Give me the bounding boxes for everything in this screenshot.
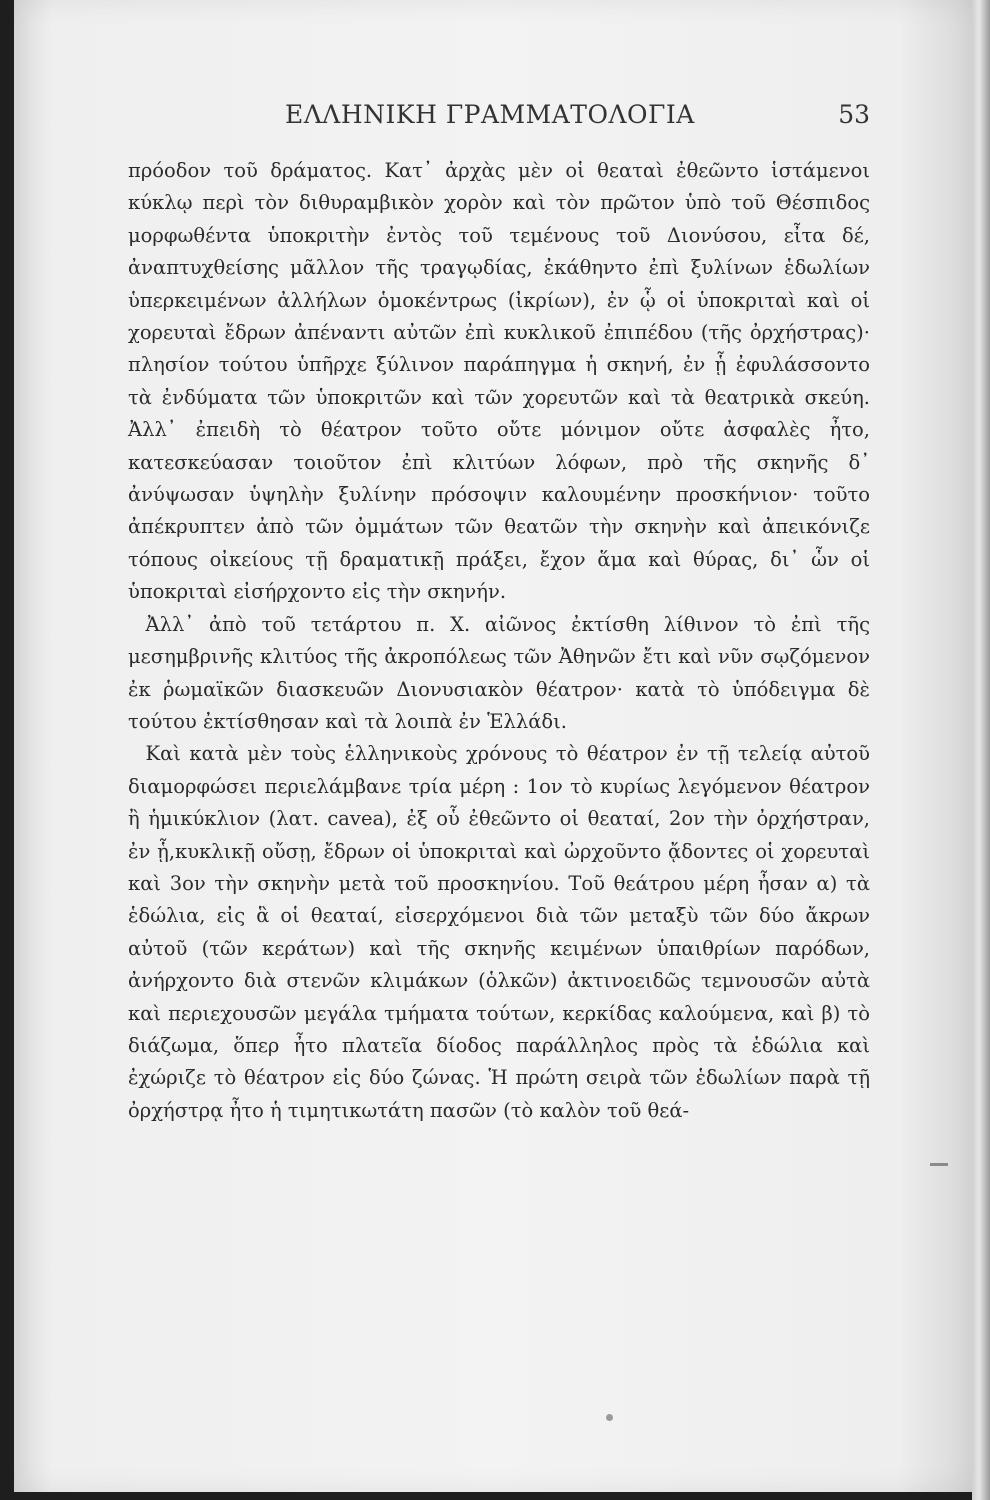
page-number: 53 (838, 100, 870, 129)
body-text (128, 155, 870, 1127)
paragraph-1: πρόοδον τοῦ δράματος. Κατ᾽ ἀρχὰς μὲν οἱ θεαταὶ ἐθεῶντο ἱστάμενοι κύκλῳ περὶ τὸν διθυραμβικὸν χορὸν καὶ τὸν πρῶτον ὑπὸ τοῦ Θέσπιδος μορφωθέντα ὑποκριτὴν ἐντὸς τοῦ τεμένους τοῦ Διονύσου, εἶτα δέ, ἀναπτυχθείσης μᾶλλον τῆς τραγῳδίας, ἐκάθηντο ἐπὶ ξυλίνων ἑδωλίων ὑπερκειμένων ἀλλήλων ὁμοκέντρως (ἰκρίων), ἐν ᾧ οἱ ὑποκριταὶ καὶ οἱ χορευταὶ ἔδρων ἀπέναντι αὐτῶν ἐπὶ κυκλικοῦ ἐπιπέδου (τῆς ὀρχήστρας)· πλησίον τούτου ὑπῆρχε ξύλινον παράπηγμα ἡ σκηνή, ἐν ᾗ ἐφυλάσσοντο τὰ ἐνδύματα τῶν ὑποκριτῶν καὶ τῶν χορευτῶν καὶ τὰ θεατρικὰ σκεύη. Ἀλλ᾽ ἐπειδὴ τὸ θέατρον τοῦτο οὔτε μόνιμον οὔτε ἀσφαλὲς ἦτο, κατεσκεύασαν τοιοῦτον ἐπὶ κλιτύων λόφων, πρὸ τῆς σκηνῆς δ᾽ ἀνύψωσαν ὑψηλὴν ξυλίνην πρόσοψιν καλουμένην προσκήνιον· τοῦτο ἀπέκρυπτεν ἀπὸ τῶν ὀμμάτων τῶν θεατῶν τὴν σκηνὴν καὶ ἀπεικόνιζε τόπους οἰκείους τῇ δραματικῇ πράξει, ἔχον ἅμα καὶ θύρας, δι᾽ ὧν οἱ ὑποκριταὶ εἰσήρχοντο εἰς τὴν σκηνήν. (128, 159, 870, 604)
paragraph-3: Καὶ κατὰ μὲν τοὺς ἑλληνικοὺς χρόνους τὸ θέατρον ἐν τῇ τελείᾳ αὐτοῦ διαμορφώσει περιελάμβανε τρία μέρη : 1ον τὸ κυρίως λεγόμενον θέατρον ἢ ἡμικύκλιον (λατ. cavea), ἐξ οὗ ἐθεῶντο οἱ θεαταί, 2ον τὴν ὀρχήστραν, ἐν ᾗ,κυκλικῇ οὔσῃ, ἔδρων οἱ ὑποκριταὶ καὶ ὠρχοῦντο ᾄδοντες οἱ χορευταὶ καὶ 3ον τὴν σκηνὴν μετὰ τοῦ προσκηνίου. Τοῦ θεάτρου μέρη ἦσαν α) τὰ ἑδώλια, εἰς ἃ οἱ θεαταί, εἰσερχόμενοι διὰ τῶν μεταξὺ τῶν δύο ἄκρων αὐτοῦ (τῶν κεράτων) καὶ τῆς σκηνῆς κειμένων ὑπαιθρίων παρόδων, ἀνήρχοντο διὰ στενῶν κλιμάκων (ὁλκῶν) ἀκτινοειδῶς τεμνουσῶν αὐτὰ καὶ περιεχουσῶν μεγάλα τμήματα τούτων, κερκίδας καλούμενα, καὶ β) τὸ διάζωμα, ὅπερ ἦτο πλατεῖα δίοδος παράλληλος πρὸς τὰ ἑδώλια καὶ ἐχώριζε τὸ θέατρον εἰς δύο ζώνας. Ἡ πρώτη σειρὰ τῶν ἑδωλίων παρὰ τῇ ὀρχήστρᾳ ἦτο ἡ τιμητικωτάτη πασῶν (τὸ καλὸν τοῦ θεά- (128, 742, 870, 1122)
ink-dot (606, 1414, 613, 1421)
paragraph-2: Ἀλλ᾽ ἀπὸ τοῦ τετάρτου π. Χ. αἰῶνος ἐκτίσθη λίθινον τὸ ἐπὶ τῆς μεσημβρινῆς κλιτύος τῆς ἀκροπόλεως τῶν Ἀθηνῶν ἔτι καὶ νῦν σῳζόμενον ἐκ ῥωμαϊκῶν διασκευῶν Διονυσιακὸν θέατρον· κατὰ τὸ ὑπόδειγμα δὲ τούτου ἐκτίσθησαν καὶ τὰ λοιπὰ ἐν Ἑλλάδι. (128, 612, 870, 733)
margin-mark (930, 1163, 948, 1166)
page-header (110, 90, 870, 134)
page-edge (972, 0, 990, 1500)
running-title: ΕΛΛΗΝΙΚΗ ΓΡΑΜΜΑΤΟΛΟΓΙΑ (285, 100, 695, 129)
